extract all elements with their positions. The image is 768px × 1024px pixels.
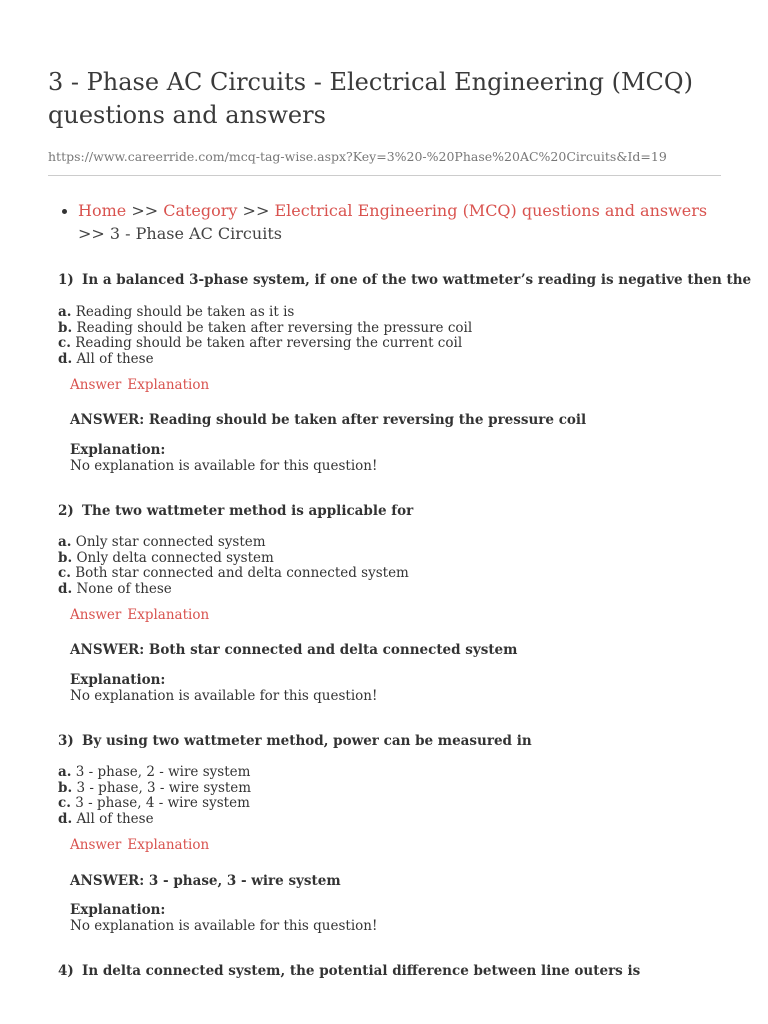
answer-text: ANSWER: Both star connected and delta connected system [70, 642, 518, 658]
option: a. 3 - phase, 2 - wire system [58, 764, 251, 780]
options-list [58, 765, 738, 827]
explanation-heading: Explanation: [70, 442, 166, 458]
page-url[interactable]: https://www.careerride.com/mcq-tag-wise.aspx?Key=3%20-%20Phase%20AC%20Circuits&Id=19 [48, 149, 667, 164]
question-title [58, 503, 738, 519]
question-text: In delta connected system, the potential difference between line outers is [82, 963, 641, 979]
question-number: 4) [58, 963, 74, 979]
breadcrumb-separator: >> [126, 201, 164, 220]
explanation-block [70, 903, 377, 934]
answer-tab[interactable]: Answer [70, 607, 122, 623]
question-text: In a balanced 3-phase system, if one of the two wattmeter’s reading is negative then the [82, 272, 752, 288]
option: a. Only star connected system [58, 534, 266, 550]
option: b. Only delta connected system [58, 549, 274, 566]
breadcrumb [78, 199, 728, 245]
explanation-block [70, 673, 377, 704]
breadcrumb-separator: >> [237, 201, 275, 220]
divider [48, 175, 721, 176]
question-title [58, 733, 738, 749]
question-number: 1) [58, 272, 74, 288]
breadcrumb-section-link[interactable]: Electrical Engineering (MCQ) questions and answers [274, 201, 708, 220]
breadcrumb-current: 3 - Phase AC Circuits [109, 224, 282, 243]
question-number: 3) [58, 733, 74, 749]
option: c. Both star connected and delta connected system [58, 565, 409, 582]
explanation-tab[interactable]: Explanation [127, 607, 210, 623]
answer-tab[interactable]: Answer [70, 377, 122, 393]
answer-tabs [70, 607, 209, 623]
explanation-tab[interactable]: Explanation [127, 837, 210, 853]
explanation-heading: Explanation: [70, 902, 166, 918]
question-text: By using two wattmeter method, power can be measured in [82, 733, 532, 749]
answer-tab[interactable]: Answer [70, 837, 122, 853]
breadcrumb-home-link[interactable]: Home [78, 201, 127, 220]
explanation-text: No explanation is available for this question! [70, 687, 378, 704]
option: b. Reading should be taken after reversing the pressure coil [58, 319, 473, 336]
breadcrumb-separator: >> [78, 224, 110, 243]
option: b. 3 - phase, 3 - wire system [58, 779, 252, 796]
explanation-text: No explanation is available for this question! [70, 917, 378, 934]
explanation-heading: Explanation: [70, 672, 166, 688]
breadcrumb-category-link[interactable]: Category [163, 201, 238, 220]
explanation-block [70, 443, 377, 474]
option: d. None of these [58, 580, 172, 597]
answer-tabs [70, 837, 209, 853]
option: a. Reading should be taken as it is [58, 304, 295, 320]
options-list [58, 535, 738, 597]
page-title: 3 - Phase AC Circuits - Electrical Engineering (MCQ) questions and answers [48, 68, 693, 129]
question-text: The two wattmeter method is applicable for [82, 503, 414, 519]
options-list [58, 305, 738, 367]
answer-tabs [70, 377, 209, 393]
explanation-tab[interactable]: Explanation [127, 377, 210, 393]
answer-text: ANSWER: Reading should be taken after reversing the pressure coil [70, 412, 587, 428]
question-number: 2) [58, 503, 74, 519]
option: c. 3 - phase, 4 - wire system [58, 795, 250, 812]
question-title [58, 272, 752, 288]
question-title [58, 963, 738, 979]
bullet-icon [62, 209, 67, 214]
answer-text: ANSWER: 3 - phase, 3 - wire system [70, 873, 341, 889]
option: d. All of these [58, 350, 154, 367]
explanation-text: No explanation is available for this question! [70, 457, 378, 474]
option: d. All of these [58, 810, 154, 827]
option: c. Reading should be taken after reversing the current coil [58, 335, 463, 352]
